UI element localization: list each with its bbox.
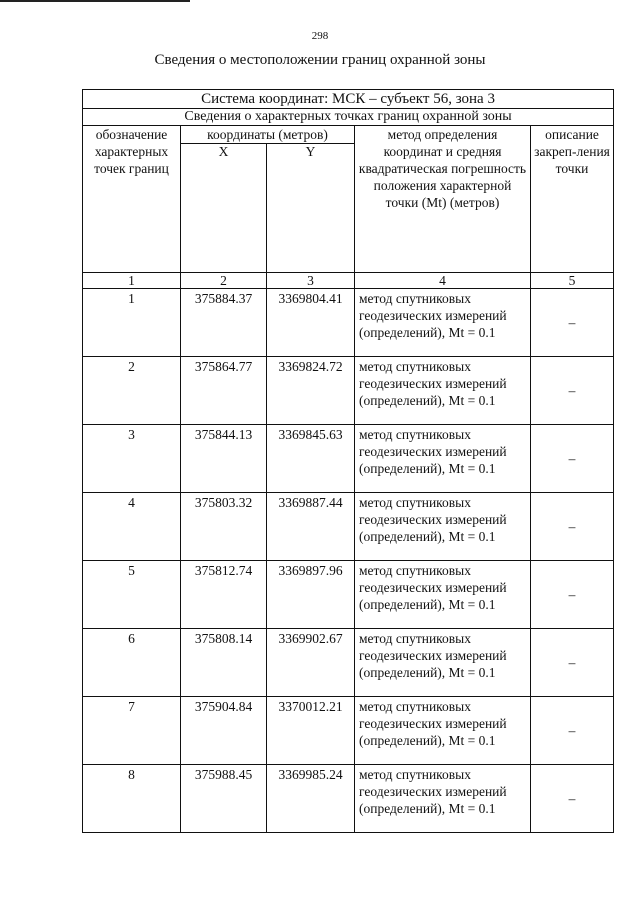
page-number: 298: [311, 30, 329, 42]
x-coordinate-cell: 375864.77: [181, 357, 267, 425]
x-coordinate-cell: 375803.32: [181, 493, 267, 561]
x-coordinate-cell: 375988.45: [181, 765, 267, 833]
point-number-cell: 5: [83, 561, 181, 629]
method-cell: метод спутниковых геодезических измерений (определений), Mt = 0.1: [355, 493, 531, 561]
table-subtitle: Сведения о характерных точках границ охранной зоны: [83, 109, 614, 126]
y-coordinate-cell: 3369985.24: [267, 765, 355, 833]
column-number: 1: [83, 273, 181, 289]
description-cell: –: [531, 561, 614, 629]
table-row: [83, 289, 614, 357]
column-number: 2: [181, 273, 267, 289]
method-cell: метод спутниковых геодезических измерений (определений), Mt = 0.1: [355, 357, 531, 425]
column-number: 3: [267, 273, 355, 289]
method-cell: метод спутниковых геодезических измерений (определений), Mt = 0.1: [355, 561, 531, 629]
method-cell: метод спутниковых геодезических измерений (определений), Mt = 0.1: [355, 289, 531, 357]
x-coordinate-cell: 375808.14: [181, 629, 267, 697]
x-coordinate-cell: 375812.74: [181, 561, 267, 629]
method-cell: метод спутниковых геодезических измерений (определений), Mt = 0.1: [355, 425, 531, 493]
header-coordinates: координаты (метров): [181, 126, 355, 144]
description-cell: –: [531, 765, 614, 833]
description-cell: –: [531, 697, 614, 765]
scan-edge-line: [0, 0, 190, 2]
y-coordinate-cell: 3369887.44: [267, 493, 355, 561]
y-coordinate-cell: 3369824.72: [267, 357, 355, 425]
method-cell: метод спутниковых геодезических измерений (определений), Mt = 0.1: [355, 629, 531, 697]
description-cell: –: [531, 629, 614, 697]
column-number: 4: [355, 273, 531, 289]
point-number-cell: 1: [83, 289, 181, 357]
y-coordinate-cell: 3369845.63: [267, 425, 355, 493]
description-cell: –: [531, 425, 614, 493]
x-coordinate-cell: 375904.84: [181, 697, 267, 765]
x-coordinate-cell: 375884.37: [181, 289, 267, 357]
description-cell: –: [531, 289, 614, 357]
point-number-cell: 7: [83, 697, 181, 765]
method-cell: метод спутниковых геодезических измерений (определений), Mt = 0.1: [355, 765, 531, 833]
table-row: [83, 425, 614, 493]
point-number-cell: 4: [83, 493, 181, 561]
header-point-designation: обозначение характерных точек границ: [83, 126, 181, 273]
description-cell: –: [531, 357, 614, 425]
method-cell: метод спутниковых геодезических измерений (определений), Mt = 0.1: [355, 697, 531, 765]
header-x: X: [181, 144, 267, 273]
y-coordinate-cell: 3369897.96: [267, 561, 355, 629]
point-number-cell: 3: [83, 425, 181, 493]
table-row: [83, 561, 614, 629]
table-row: [83, 697, 614, 765]
description-cell: –: [531, 493, 614, 561]
y-coordinate-cell: 3370012.21: [267, 697, 355, 765]
table-row: [83, 765, 614, 833]
table-row: [83, 493, 614, 561]
point-number-cell: 2: [83, 357, 181, 425]
x-coordinate-cell: 375844.13: [181, 425, 267, 493]
column-number: 5: [531, 273, 614, 289]
point-number-cell: 8: [83, 765, 181, 833]
coordinate-system-label: Система координат: МСК – субъект 56, зона 3: [83, 90, 614, 109]
table-header-row: [83, 126, 614, 144]
table-row: [83, 629, 614, 697]
table-subtitle-row: [83, 109, 614, 126]
document-title: Сведения о местоположении границ охранной зоны: [154, 52, 486, 68]
header-y: Y: [267, 144, 355, 273]
table-row: [83, 357, 614, 425]
table-system-row: [83, 90, 614, 109]
boundary-points-table: [82, 89, 614, 833]
column-number-row: [83, 273, 614, 289]
point-number-cell: 6: [83, 629, 181, 697]
y-coordinate-cell: 3369804.41: [267, 289, 355, 357]
y-coordinate-cell: 3369902.67: [267, 629, 355, 697]
header-description: описание закреп-ления точки: [531, 126, 614, 273]
header-method: метод определения координат и средняя квадратическая погрешность положения характерной точки (Mt) (метров): [355, 126, 531, 273]
